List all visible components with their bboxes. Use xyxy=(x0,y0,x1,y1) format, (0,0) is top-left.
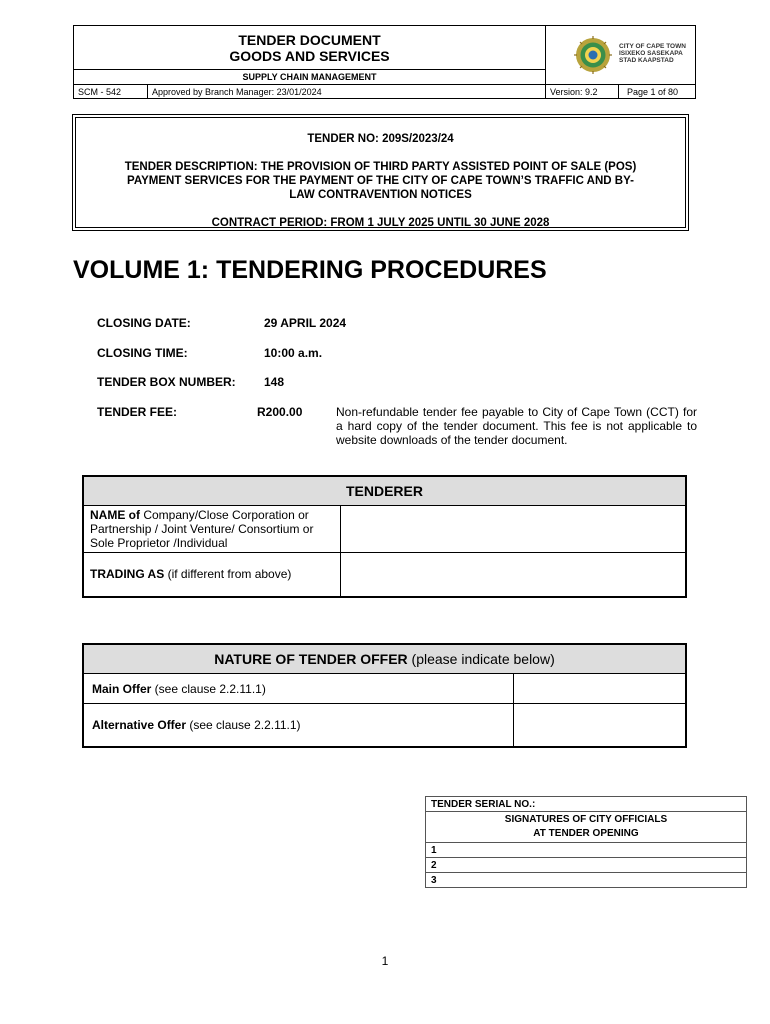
tenderer-name-field[interactable] xyxy=(341,506,687,553)
trading-as-field[interactable] xyxy=(341,553,687,597)
signature-row[interactable]: 2 xyxy=(426,858,747,873)
page-number: 1 xyxy=(381,954,389,968)
tenderer-table xyxy=(82,475,687,598)
tender-description-line2: PAYMENT SERVICES FOR THE PAYMENT OF THE CITY OF CAPE TOWN’S TRAFFIC AND BY- xyxy=(127,175,634,187)
tender-description-line1: TENDER DESCRIPTION: THE PROVISION OF THIRD PARTY ASSISTED POINT OF SALE (POS) xyxy=(124,161,637,173)
closing-date-label: CLOSING DATE: xyxy=(97,316,191,330)
document-header xyxy=(73,25,696,99)
signatures-heading: SIGNATURES OF CITY OFFICIALS AT TENDER OPENING xyxy=(426,812,747,843)
closing-time-label: CLOSING TIME: xyxy=(97,346,188,360)
main-offer-field[interactable] xyxy=(514,674,687,704)
tender-offer-table xyxy=(82,643,687,748)
volume-title: VOLUME 1: TENDERING PROCEDURES xyxy=(73,256,547,284)
alternative-offer-label: Alternative Offer (see clause 2.2.11.1) xyxy=(83,704,514,747)
tender-number: TENDER NO: 209S/2023/24 xyxy=(307,133,454,145)
signature-row[interactable]: 3 xyxy=(426,873,747,888)
header-subtitle: SUPPLY CHAIN MANAGEMENT xyxy=(74,69,545,84)
signature-row[interactable]: 1 xyxy=(426,843,747,858)
tender-fee-value: R200.00 xyxy=(257,405,303,419)
header-meta-row xyxy=(74,84,695,99)
tender-fee-note: Non-refundable tender fee payable to City of Cape Town (CCT) for a hard copy of the tender document. This fee is not applicable to website downloads of the tender document. xyxy=(336,405,697,447)
header-title-line1: TENDER DOCUMENT xyxy=(238,32,381,48)
doc-code: SCM - 542 xyxy=(78,87,122,97)
city-logo xyxy=(545,26,696,84)
tender-box-value: 148 xyxy=(264,375,285,389)
tender-box-label: TENDER BOX NUMBER: xyxy=(97,375,236,389)
alternative-offer-field[interactable] xyxy=(514,704,687,747)
closing-date-value: 29 APRIL 2024 xyxy=(264,316,347,330)
page-info: Page 1 of 80 xyxy=(618,85,696,99)
tenderer-heading: TENDERER xyxy=(83,476,686,506)
tender-description-line3: LAW CONTRAVENTION NOTICES xyxy=(289,189,472,201)
tenderer-name-label: NAME of Company/Close Corporation or Partnership / Joint Venture/ Consortium or Sole Proprietor /Individual xyxy=(83,506,341,553)
main-offer-label: Main Offer (see clause 2.2.11.1) xyxy=(83,674,514,704)
tender-fee-label: TENDER FEE: xyxy=(97,405,178,419)
version-info: Version: 9.2 xyxy=(545,85,618,99)
contract-period: CONTRACT PERIOD: FROM 1 JULY 2025 UNTIL 30 JUNE 2028 xyxy=(211,217,550,229)
tender-info-box xyxy=(72,114,689,231)
serial-table xyxy=(425,796,747,888)
trading-as-label: TRADING AS (if different from above) xyxy=(83,553,341,597)
header-title xyxy=(74,26,545,69)
approval-info: Approved by Branch Manager: 23/01/2024 xyxy=(147,85,545,99)
serial-label: TENDER SERIAL NO.: xyxy=(426,797,747,812)
closing-time-value: 10:00 a.m. xyxy=(264,346,323,360)
tender-offer-heading: NATURE OF TENDER OFFER (please indicate below) xyxy=(83,644,686,674)
logo-text: CITY OF CAPE TOWN ISIXEKO SASEKAPA STAD KAAPSTAD xyxy=(619,43,686,64)
header-title-line2: GOODS AND SERVICES xyxy=(229,48,390,64)
